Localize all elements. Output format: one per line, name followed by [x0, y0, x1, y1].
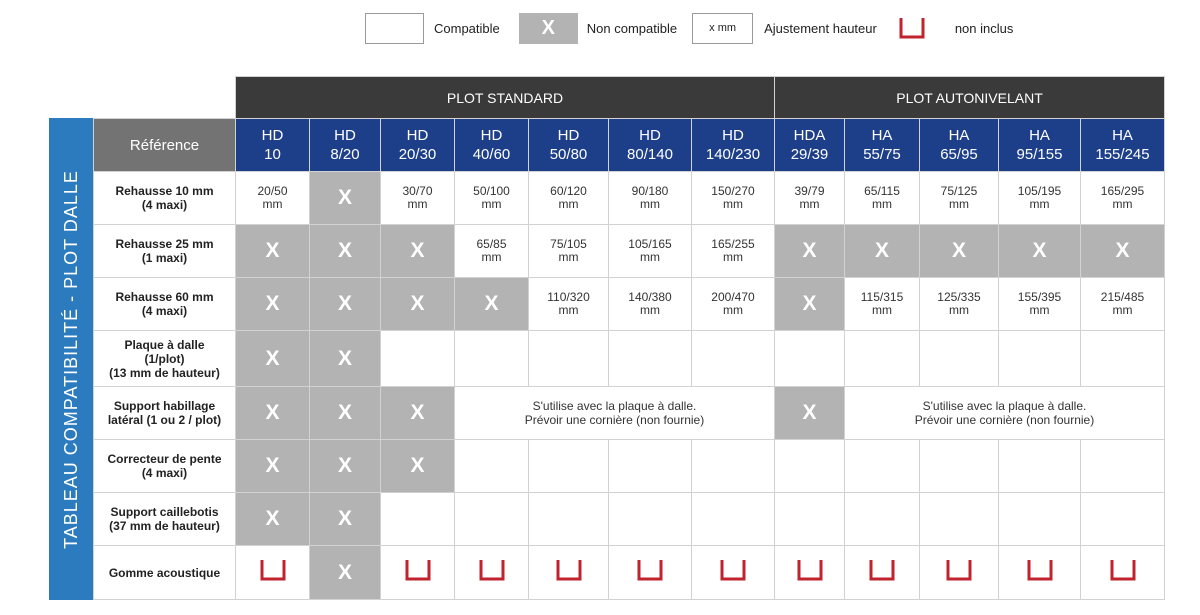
row-label-line: Rehausse 10 mm [115, 184, 214, 198]
row-label-line: Support caillebotis [110, 505, 219, 519]
height-range: 115/315 [860, 290, 904, 304]
column-header-line1: HDA [793, 127, 826, 144]
height-adjust-cell [692, 172, 775, 225]
column-header [381, 119, 455, 172]
column-header-line2: 140/230 [705, 146, 761, 163]
compatible-cell [999, 440, 1081, 493]
not-included-cell [999, 546, 1081, 600]
row-label-line: (37 mm de hauteur) [109, 519, 220, 533]
row-label [94, 172, 236, 225]
u-bracket-icon [1110, 559, 1136, 586]
corner-cell [94, 77, 236, 119]
column-header-line2: 10 [264, 146, 281, 163]
height-unit: mm [481, 197, 502, 211]
column-header-line1: HD [406, 127, 429, 144]
row-label-line: (4 maxi) [141, 304, 188, 318]
height-unit: mm [558, 197, 579, 211]
height-range: 30/70 [402, 184, 433, 198]
height-unit: mm [481, 250, 502, 264]
compatible-cell [609, 331, 692, 387]
height-range: 105/165 [628, 237, 672, 251]
row-label-line: (13 mm de hauteur) [109, 365, 220, 380]
table-row [94, 172, 1165, 225]
compatible-cell [775, 440, 845, 493]
height-unit: mm [407, 197, 428, 211]
row-label-line: Correcteur de pente [107, 452, 222, 466]
table-row [94, 225, 1165, 278]
height-range: 60/120 [550, 184, 587, 198]
height-unit: mm [949, 197, 969, 211]
column-header-line2: 50/80 [549, 146, 588, 163]
note-cell [455, 387, 775, 440]
height-range: 75/105 [550, 237, 587, 251]
height-adjust-cell [999, 172, 1081, 225]
column-header [529, 119, 609, 172]
side-title-bar [49, 118, 93, 600]
height-unit: mm [640, 303, 660, 317]
height-unit: mm [1112, 303, 1133, 317]
table-row [94, 440, 1165, 493]
column-header [999, 119, 1081, 172]
height-adjust-cell [455, 225, 529, 278]
compatible-cell [692, 331, 775, 387]
height-adjust-cell [609, 172, 692, 225]
column-header-line2: 8/20 [330, 146, 360, 163]
height-range: 110/320 [547, 290, 590, 304]
legend-non-compatible-label: Non compatible [586, 20, 678, 36]
height-unit: mm [723, 197, 743, 211]
height-range: 50/100 [473, 184, 510, 198]
height-adjust-cell [920, 172, 999, 225]
compatible-cell [845, 440, 920, 493]
height-unit: mm [1112, 197, 1133, 211]
non-compatible-cell: X [455, 278, 529, 331]
column-header-line1: HD [639, 127, 661, 144]
height-range: 150/270 [711, 184, 755, 198]
row-label [94, 387, 236, 440]
compatible-cell [609, 440, 692, 493]
u-bracket-icon [869, 559, 895, 586]
compatible-cell [455, 440, 529, 493]
column-header-line2: 95/155 [1016, 146, 1063, 163]
not-included-cell [692, 546, 775, 600]
u-bracket-icon [893, 11, 931, 45]
column-header-line1: HA [871, 127, 893, 144]
not-included-cell [845, 546, 920, 600]
compatible-cell [692, 493, 775, 546]
legend-mm-swatch: x mm [692, 13, 753, 44]
non-compatible-cell: X [310, 172, 381, 225]
non-compatible-cell: X [236, 387, 310, 440]
row-label [94, 440, 236, 493]
height-unit: mm [640, 250, 660, 264]
u-bracket-icon [946, 559, 972, 586]
non-compatible-cell: X [999, 225, 1081, 278]
row-label [94, 278, 236, 331]
column-header-line2: 65/95 [940, 146, 978, 163]
not-included-cell [609, 546, 692, 600]
compatible-cell [381, 493, 455, 546]
not-included-cell [529, 546, 609, 600]
row-label [94, 225, 236, 278]
non-compatible-cell: X [381, 440, 455, 493]
non-compatible-cell: X [775, 225, 845, 278]
group-plot-standard: PLOT STANDARD [236, 77, 775, 119]
non-compatible-cell: X [236, 440, 310, 493]
column-header [775, 119, 845, 172]
legend-height-adjust-label: Ajustement hauteur [764, 20, 877, 36]
height-adjust-cell [455, 172, 529, 225]
row-label-line: (4 maxi) [141, 466, 188, 480]
compatible-cell [999, 493, 1081, 546]
column-header-line1: HD [722, 127, 744, 144]
column-header-line2: 29/39 [790, 146, 829, 163]
table-row [94, 546, 1165, 600]
compatible-cell [775, 331, 845, 387]
not-included-cell [920, 546, 999, 600]
column-header [236, 119, 310, 172]
height-unit: mm [558, 303, 579, 317]
column-header-line1: HD [557, 127, 580, 144]
column-header-line1: HA [1029, 127, 1050, 144]
row-label [94, 493, 236, 546]
height-range: 165/295 [1100, 184, 1145, 198]
non-compatible-cell: X [310, 493, 381, 546]
height-adjust-cell [692, 225, 775, 278]
compatible-cell [1081, 440, 1165, 493]
row-label-line: (1/plot) [144, 351, 185, 366]
non-compatible-cell: X [381, 278, 455, 331]
legend-compatible-swatch [365, 13, 424, 44]
compatible-cell [845, 493, 920, 546]
compatible-cell [529, 493, 609, 546]
note-line: S'utilise avec la plaque à dalle. [922, 399, 1087, 413]
compatible-cell [529, 440, 609, 493]
table-row [94, 278, 1165, 331]
height-range: 65/115 [864, 184, 900, 198]
legend-compatible-label: Compatible [434, 20, 500, 36]
height-adjust-cell [609, 225, 692, 278]
row-label-line: Support habillage [113, 399, 216, 413]
compatible-cell [845, 331, 920, 387]
not-included-cell [381, 546, 455, 600]
table-row [94, 493, 1165, 546]
u-bracket-icon [797, 559, 823, 586]
height-unit: mm [640, 197, 660, 211]
height-unit: mm [723, 303, 743, 317]
height-range: 125/335 [937, 290, 981, 304]
column-header [1081, 119, 1165, 172]
column-header-line1: HD [334, 127, 356, 144]
row-label-line: Plaque à dalle [124, 337, 205, 352]
reference-header: Référence [94, 119, 236, 172]
height-adjust-cell [999, 278, 1081, 331]
note-cell [845, 387, 1165, 440]
side-title: TABLEAU COMPATIBILITÉ - PLOT DALLE [60, 169, 81, 549]
row-label-line: Rehausse 60 mm [115, 290, 214, 304]
column-header-line2: 55/75 [863, 146, 901, 163]
height-adjust-cell [529, 225, 609, 278]
height-adjust-cell [920, 278, 999, 331]
compatible-cell [455, 493, 529, 546]
non-compatible-cell: X [310, 387, 381, 440]
row-label-line: (1 maxi) [141, 251, 188, 265]
height-unit: mm [558, 250, 579, 264]
compatible-cell [920, 331, 999, 387]
non-compatible-cell: X [775, 278, 845, 331]
column-header-line1: HA [1112, 127, 1133, 144]
column-header [920, 119, 999, 172]
non-compatible-cell: X [310, 331, 381, 387]
row-label-line: Gomme acoustique [108, 565, 221, 580]
u-bracket-icon [720, 559, 746, 586]
compatible-cell [455, 331, 529, 387]
column-header-line2: 20/30 [398, 146, 437, 163]
height-unit: mm [872, 197, 892, 211]
height-range: 20/50 [257, 184, 288, 198]
compatible-cell [529, 331, 609, 387]
non-compatible-cell: X [310, 278, 381, 331]
row-label-line: (4 maxi) [141, 198, 188, 212]
compatible-cell [999, 331, 1081, 387]
height-range: 105/195 [1017, 184, 1062, 198]
non-compatible-cell: X [236, 493, 310, 546]
column-header [609, 119, 692, 172]
u-bracket-icon [260, 559, 286, 586]
height-unit: mm [1029, 197, 1050, 211]
column-header [455, 119, 529, 172]
not-included-cell [775, 546, 845, 600]
legend [365, 11, 1013, 45]
height-range: 140/380 [628, 290, 672, 304]
column-header [310, 119, 381, 172]
column-header-line1: HD [261, 127, 284, 144]
note-line: Prévoir une cornière (non fournie) [524, 413, 705, 427]
column-header-line2: 40/60 [472, 146, 511, 163]
u-bracket-icon [637, 559, 663, 586]
row-label-line: Rehausse 25 mm [115, 237, 214, 251]
height-adjust-cell [845, 278, 920, 331]
row-label-line: latéral (1 ou 2 / plot) [107, 413, 222, 427]
compatible-cell [381, 331, 455, 387]
height-range: 65/85 [476, 237, 507, 251]
height-unit: mm [723, 250, 743, 264]
column-header-line1: HA [948, 127, 970, 144]
legend-non-compatible-swatch: X [519, 13, 578, 44]
group-plot-autonivelant: PLOT AUTONIVELANT [775, 77, 1165, 119]
table-row [94, 387, 1165, 440]
height-range: 155/395 [1017, 290, 1062, 304]
height-adjust-cell [609, 278, 692, 331]
height-adjust-cell [236, 172, 310, 225]
non-compatible-cell: X [775, 387, 845, 440]
height-adjust-cell [529, 172, 609, 225]
height-adjust-cell [775, 172, 845, 225]
column-header-line1: HD [480, 127, 503, 144]
compatible-cell [1081, 493, 1165, 546]
height-unit: mm [1029, 303, 1050, 317]
non-compatible-cell: X [236, 225, 310, 278]
non-compatible-cell: X [236, 278, 310, 331]
non-compatible-cell: X [1081, 225, 1165, 278]
row-label [94, 331, 236, 387]
column-header [845, 119, 920, 172]
height-unit: mm [262, 197, 283, 211]
table-row [94, 331, 1165, 387]
u-bracket-icon [479, 559, 505, 586]
height-range: 200/470 [711, 290, 755, 304]
non-compatible-cell: X [381, 387, 455, 440]
column-header-row [94, 119, 1165, 172]
compatible-cell [775, 493, 845, 546]
compatibility-table [93, 76, 1165, 600]
non-compatible-cell: X [310, 440, 381, 493]
row-label [94, 546, 236, 600]
non-compatible-cell: X [310, 225, 381, 278]
compatible-cell [920, 493, 999, 546]
column-header [692, 119, 775, 172]
height-range: 215/485 [1100, 290, 1145, 304]
height-adjust-cell [845, 172, 920, 225]
compatible-cell [692, 440, 775, 493]
height-unit: mm [872, 303, 892, 317]
non-compatible-cell: X [310, 546, 381, 600]
not-included-cell [1081, 546, 1165, 600]
height-adjust-cell [529, 278, 609, 331]
not-included-cell [236, 546, 310, 600]
u-bracket-icon [556, 559, 582, 586]
height-unit: mm [799, 197, 820, 211]
non-compatible-cell: X [920, 225, 999, 278]
height-range: 75/125 [940, 184, 978, 198]
compatible-cell [609, 493, 692, 546]
height-range: 39/79 [794, 184, 825, 198]
height-adjust-cell [1081, 278, 1165, 331]
height-range: 90/180 [631, 184, 669, 198]
column-header-line2: 80/140 [627, 146, 673, 163]
legend-not-included-label: non inclus [954, 20, 1014, 36]
height-unit: mm [949, 303, 969, 317]
u-bracket-icon [405, 559, 431, 586]
note-line: S'utilise avec la plaque à dalle. [532, 399, 697, 413]
note-line: Prévoir une cornière (non fournie) [914, 413, 1095, 427]
group-header-row [94, 77, 1165, 119]
compatible-cell [920, 440, 999, 493]
height-adjust-cell [381, 172, 455, 225]
non-compatible-cell: X [381, 225, 455, 278]
height-adjust-cell [692, 278, 775, 331]
height-adjust-cell [1081, 172, 1165, 225]
not-included-cell [455, 546, 529, 600]
column-header-line2: 155/245 [1095, 146, 1150, 163]
compatible-cell [1081, 331, 1165, 387]
non-compatible-cell: X [236, 331, 310, 387]
u-bracket-icon [1027, 559, 1053, 586]
non-compatible-cell: X [845, 225, 920, 278]
height-range: 165/255 [711, 237, 755, 251]
